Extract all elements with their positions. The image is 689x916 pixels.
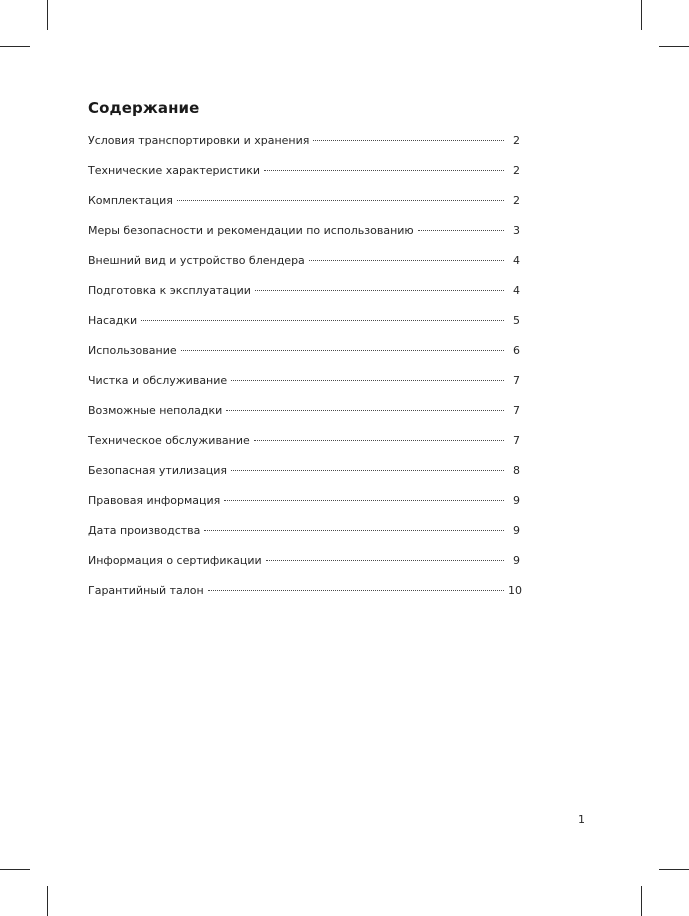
toc-entry-page: 9 (513, 554, 520, 567)
toc-entry-label: Гарантийный талон (88, 584, 204, 597)
toc-entry-page: 5 (513, 314, 520, 327)
dot-leader (255, 290, 504, 291)
toc-entry-label: Чистка и обслуживание (88, 374, 228, 387)
toc-entry-label: Внешний вид и устройство блендера (88, 254, 305, 267)
toc-entry[interactable] (88, 434, 520, 464)
dot-leader (141, 320, 504, 321)
dot-leader (313, 140, 504, 141)
toc-entry[interactable] (88, 134, 520, 164)
dot-leader (418, 230, 504, 231)
dot-leader (254, 440, 504, 441)
toc-entry[interactable] (88, 524, 520, 554)
dot-leader (181, 350, 504, 351)
crop-mark-top-left-vertical (47, 0, 48, 30)
crop-mark-bottom-left-vertical (47, 886, 48, 916)
toc-entry[interactable] (88, 464, 520, 494)
toc-entry-page: 7 (513, 374, 520, 387)
toc-entry-label: Комплектация (88, 194, 173, 207)
toc-entry-page: 2 (513, 194, 520, 207)
toc-entry-label: Насадки (88, 314, 138, 327)
crop-mark-bottom-right-vertical (641, 886, 642, 916)
toc-entry[interactable] (88, 194, 520, 224)
toc-entry[interactable] (88, 314, 520, 344)
toc-entry-label: Техническое обслуживание (88, 434, 250, 447)
toc-entry-page: 9 (513, 494, 520, 507)
toc-entry-label: Меры безопасности и рекомендации по использованию (88, 224, 414, 237)
dot-leader (231, 380, 504, 381)
crop-mark-top-right-horizontal (659, 46, 689, 47)
dot-leader (224, 500, 504, 501)
toc-entry-page: 10 (508, 584, 522, 597)
dot-leader (264, 170, 504, 171)
toc-entry[interactable] (88, 284, 520, 314)
dot-leader (231, 470, 504, 471)
dot-leader (226, 410, 504, 411)
dot-leader (204, 530, 504, 531)
toc-entry-label: Подготовка к эксплуатации (88, 284, 251, 297)
toc-entry-page: 8 (513, 464, 520, 477)
toc-entry-page: 4 (513, 284, 520, 297)
toc-entry-label: Возможные неполадки (88, 404, 223, 417)
toc-entry[interactable] (88, 494, 520, 524)
toc-entry[interactable] (88, 164, 520, 194)
toc-entry[interactable] (88, 224, 520, 254)
toc-entry-label: Дата производства (88, 524, 201, 537)
toc-entry[interactable] (88, 374, 520, 404)
toc-entry-label: Условия транспортировки и хранения (88, 134, 310, 147)
toc-entry-label: Информация о сертификации (88, 554, 262, 567)
toc-entry-page: 2 (513, 134, 520, 147)
dot-leader (208, 590, 504, 591)
crop-mark-top-left-horizontal (0, 46, 30, 47)
toc-entry[interactable] (88, 584, 520, 614)
toc-entry-page: 6 (513, 344, 520, 357)
toc-entry[interactable] (88, 554, 520, 584)
crop-mark-bottom-left-horizontal (0, 869, 30, 870)
toc-entry-page: 7 (513, 404, 520, 417)
page-title: Содержание (88, 99, 200, 117)
toc-entry-label: Правовая информация (88, 494, 221, 507)
toc-entry[interactable] (88, 404, 520, 434)
toc-entry-page: 4 (513, 254, 520, 267)
crop-mark-top-right-vertical (641, 0, 642, 30)
toc-entry-label: Технические характеристики (88, 164, 261, 177)
dot-leader (266, 560, 504, 561)
dot-leader (177, 200, 504, 201)
toc-entry-page: 2 (513, 164, 520, 177)
toc-entry-page: 3 (513, 224, 520, 237)
toc-entry-page: 9 (513, 524, 520, 537)
table-of-contents (88, 134, 520, 614)
toc-entry-label: Безопасная утилизация (88, 464, 228, 477)
toc-entry-page: 7 (513, 434, 520, 447)
toc-entry[interactable] (88, 344, 520, 374)
page-number: 1 (578, 813, 585, 826)
toc-entry[interactable] (88, 254, 520, 284)
toc-entry-label: Использование (88, 344, 177, 357)
dot-leader (309, 260, 504, 261)
crop-mark-bottom-right-horizontal (659, 869, 689, 870)
